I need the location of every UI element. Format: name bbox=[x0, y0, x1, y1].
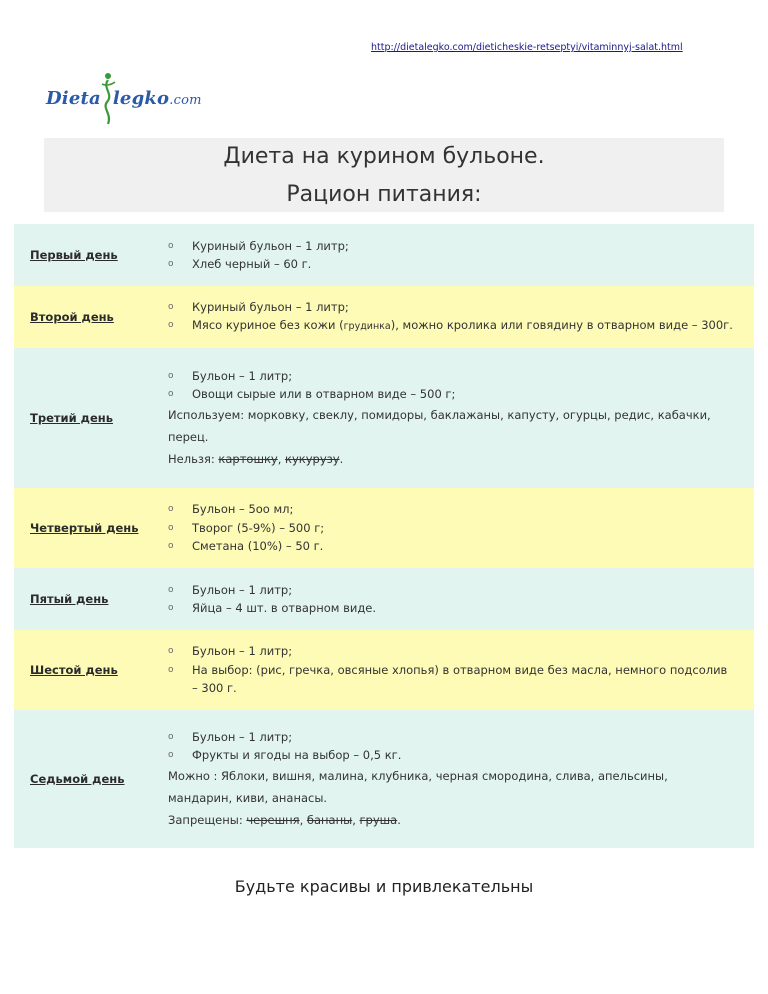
diet-table bbox=[14, 224, 754, 848]
day-label-1: Первый день bbox=[30, 248, 118, 262]
page-title: Диета на курином бульоне. bbox=[223, 144, 545, 169]
list-item: o Творог (5-9%) – 500 г; bbox=[168, 520, 325, 535]
day-label-4: Четвертый день bbox=[30, 521, 139, 535]
list-item: o На выбор: (рис, гречка, овсяные хлопья) в отварном виде без масла, немного подсолив bbox=[168, 662, 728, 677]
site-logo[interactable] bbox=[46, 70, 216, 126]
logo-text: Dieta legko.com bbox=[46, 88, 202, 109]
day-label-2: Второй день bbox=[30, 310, 114, 324]
day-label-5: Пятый день bbox=[30, 592, 109, 606]
list-item: o Яйца – 4 шт. в отварном виде. bbox=[168, 601, 377, 615]
day-row-5 bbox=[14, 568, 754, 630]
day-row-1 bbox=[14, 224, 754, 286]
list-item: o Хлеб черный – 60 г. bbox=[168, 257, 312, 271]
footer-slogan: Будьте красивы и привлекательны bbox=[234, 877, 534, 896]
list-item: o Фрукты и ягоды на выбор – 0,5 кг. bbox=[168, 748, 402, 762]
list-item: o Бульон – 1 литр; bbox=[168, 368, 293, 383]
forbidden-note: Запрещены: черешня, бананы, груша. bbox=[168, 812, 401, 827]
page-subtitle: Рацион питания: bbox=[286, 182, 482, 207]
list-item: o Сметана (10%) – 50 г. bbox=[168, 539, 324, 554]
allowed-note-cont: перец. bbox=[168, 429, 209, 444]
day-row-7 bbox=[14, 710, 754, 848]
list-item-cont: – 300 г. bbox=[192, 681, 237, 696]
day-row-6 bbox=[14, 630, 754, 710]
allowed-note: Можно : Яблоки, вишня, малина, клубника, черная смородина, слива, апельсины, bbox=[168, 768, 668, 783]
list-item: o Овощи сырые или в отварном виде – 500 г; bbox=[168, 387, 456, 401]
day-row-2 bbox=[14, 286, 754, 348]
allowed-note-cont: мандарин, киви, ананасы. bbox=[168, 790, 328, 805]
day-row-4 bbox=[14, 488, 754, 568]
day-label-3: Третий день bbox=[30, 411, 113, 425]
day-label-7: Седьмой день bbox=[30, 772, 125, 786]
title-box bbox=[44, 138, 724, 212]
source-url[interactable]: http://dietalegko.com/dieticheskie-retseptyi/vitaminnyj-salat.html bbox=[371, 42, 683, 53]
forbidden-note: Нельзя: картошку, кукурузу. bbox=[168, 451, 344, 466]
day-label-6: Шестой день bbox=[30, 663, 118, 677]
list-item: o Бульон – 5оо мл; bbox=[168, 502, 294, 517]
list-item: o Мясо куриное без кожи (грудинка), можно кролика или говядину в отварном виде – 300г. bbox=[168, 318, 733, 332]
list-item: o Куриный бульон – 1 литр; bbox=[168, 299, 349, 314]
list-item: o Куриный бульон – 1 литр; bbox=[168, 238, 349, 253]
allowed-note: Используем: морковку, свеклу, помидоры, баклажаны, капусту, огурцы, редис, кабачки, bbox=[168, 407, 711, 422]
list-item: o Бульон – 1 литр; bbox=[168, 582, 293, 597]
day-row-3 bbox=[14, 348, 754, 488]
list-item: o Бульон – 1 литр; bbox=[168, 729, 293, 744]
list-item: o Бульон – 1 литр; bbox=[168, 644, 293, 659]
